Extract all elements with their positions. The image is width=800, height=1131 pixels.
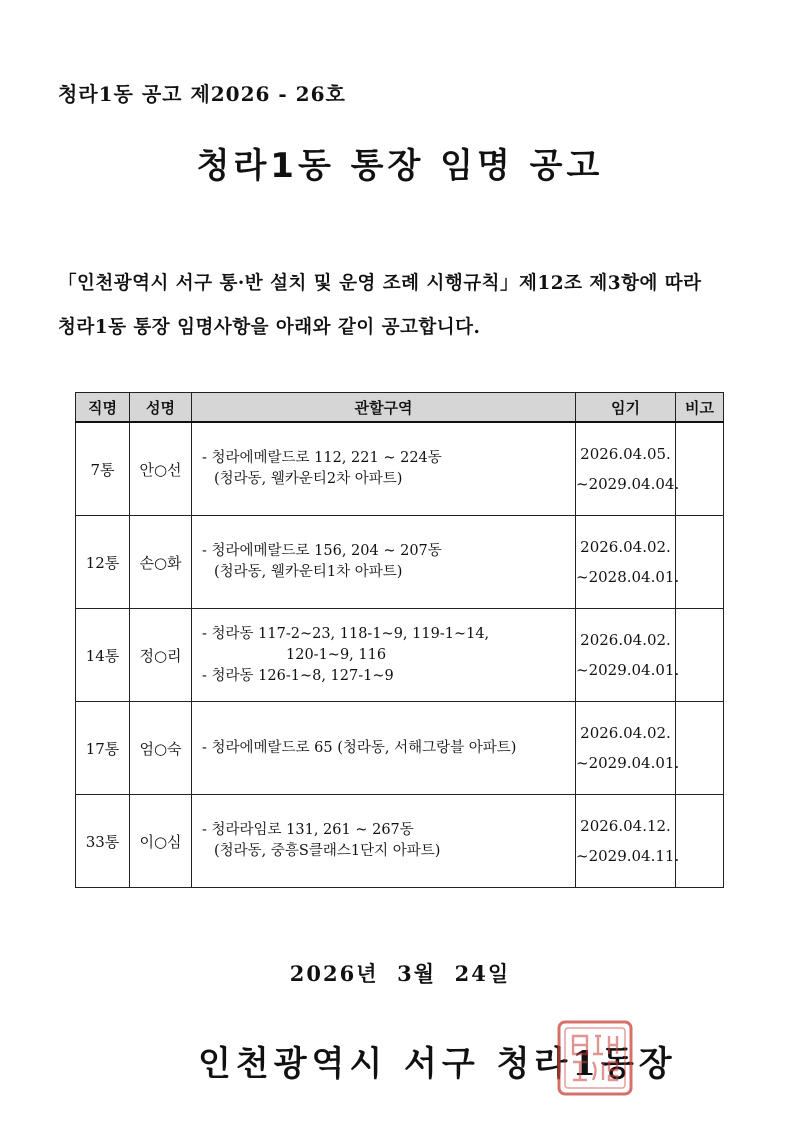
area-line: - 청라동 117-2~23, 118-1~9, 119-1~14,	[202, 625, 490, 642]
body-line-2: 청라1동 통장 임명사항을 아래와 같이 공고합니다.	[58, 317, 481, 338]
header-term: 임기	[576, 393, 676, 423]
row-term	[576, 795, 680, 888]
row-note	[676, 702, 724, 795]
notice-body	[58, 262, 758, 350]
row-note	[676, 516, 724, 609]
row-position: 33통	[76, 795, 130, 888]
row-name: 안○선	[130, 422, 192, 516]
row-note	[676, 609, 724, 702]
term-end: ~2029.04.01.	[576, 661, 680, 679]
table-row	[76, 795, 724, 888]
row-term	[576, 422, 680, 516]
area-line: (청라동, 웰카운티2차 아파트)	[214, 471, 403, 487]
header-area: 관할구역	[192, 393, 576, 423]
table-row	[76, 702, 724, 795]
row-position: 7통	[76, 422, 130, 516]
header-note: 비고	[676, 393, 724, 423]
row-position: 17통	[76, 702, 130, 795]
row-term	[576, 609, 680, 702]
term-start: 2026.04.02.	[580, 538, 671, 556]
area-line: 120-1~9, 116	[286, 646, 387, 663]
notice-date: 2026년 3월 24일	[289, 961, 511, 986]
row-area	[192, 609, 576, 702]
area-line: - 청라에메랄드로 112, 221 ~ 224동	[202, 450, 442, 466]
table-row	[76, 422, 724, 516]
term-end: ~2028.04.01.	[576, 568, 680, 586]
row-name: 손○화	[130, 516, 192, 609]
area-line: - 청라라임로 131, 261 ~ 267동	[202, 822, 414, 838]
row-term	[576, 702, 680, 795]
row-note	[676, 795, 724, 888]
appointment-table	[75, 392, 724, 888]
row-area	[192, 702, 576, 795]
header-position: 직명	[76, 393, 130, 423]
row-position: 14통	[76, 609, 130, 702]
table-header-row	[76, 393, 724, 423]
row-name: 정○리	[130, 609, 192, 702]
notice-number: 청라1동 공고 제2026 - 26호	[58, 82, 346, 106]
term-end: ~2029.04.11.	[576, 847, 680, 865]
area-line: - 청라에메랄드로 156, 204 ~ 207동	[202, 543, 442, 559]
term-start: 2026.04.02.	[580, 724, 671, 742]
official-seal-icon	[555, 1018, 635, 1098]
body-line-1: 「인천광역시 서구 통·반 설치 및 운영 조례 시행규칙」제12조 제3항에 따라	[58, 273, 702, 294]
area-line: - 청라동 126-1~8, 127-1~9	[202, 667, 394, 684]
row-term	[576, 516, 680, 609]
seal-border	[559, 1022, 631, 1094]
table-row	[76, 516, 724, 609]
row-note	[676, 422, 724, 516]
row-area	[192, 422, 576, 516]
document-title: 청라1동 통장 임명 공고	[196, 146, 604, 186]
term-start: 2026.04.05.	[580, 445, 671, 463]
area-line: (청라동, 웰카운티1차 아파트)	[214, 564, 403, 580]
row-area	[192, 795, 576, 888]
area-line: - 청라에메랄드로 65 (청라동, 서해그랑블 아파트)	[202, 739, 517, 756]
header-name: 성명	[130, 393, 192, 423]
table-row	[76, 609, 724, 702]
row-position: 12통	[76, 516, 130, 609]
term-end: ~2029.04.01.	[576, 754, 680, 772]
seal-glyph-strokes	[573, 1036, 617, 1080]
area-line: (청라동, 중흥S클래스1단지 아파트)	[214, 843, 441, 859]
term-end: ~2029.04.04.	[576, 475, 680, 493]
term-start: 2026.04.02.	[580, 631, 671, 649]
signer-name: 인천광역시 서구 청라1동장	[198, 1044, 677, 1084]
row-area	[192, 516, 576, 609]
row-name: 이○심	[130, 795, 192, 888]
term-start: 2026.04.12.	[580, 817, 671, 835]
row-name: 엄○숙	[130, 702, 192, 795]
